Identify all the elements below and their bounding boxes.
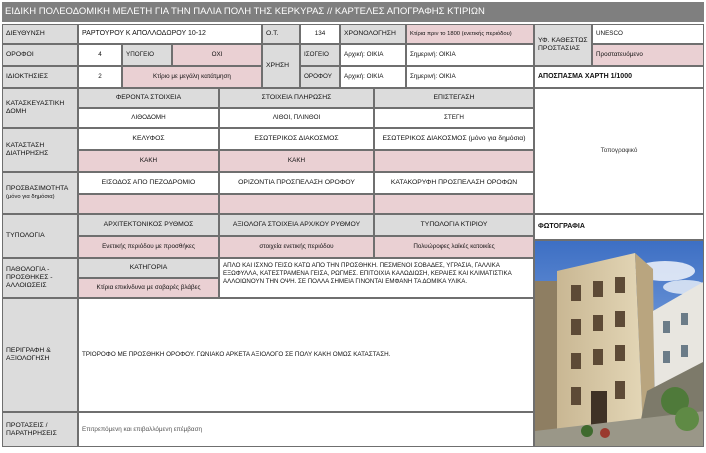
typology-style-header: ΑΡΧΙΤΕΚΤΟΝΙΚΟΣ ΡΥΘΜΟΣ (78, 214, 219, 236)
accessibility-entrance-value (78, 194, 219, 214)
typology-label: ΤΥΠΟΛΟΓΙΑ (2, 214, 78, 258)
ground-floor-label: ΙΣΟΓΕΙΟ (300, 44, 340, 66)
map-placeholder: Τοπογραφικό (534, 88, 704, 214)
typology-style-value: Ενετικής περιόδου με προσθήκες (78, 236, 219, 258)
building-photo (534, 240, 704, 447)
title-separator: // (326, 6, 333, 17)
condition-interior-value: ΚΑΚΗ (219, 150, 374, 172)
protection-label: ΥΦ. ΚΑΘΕΣΤΩΣ ΠΡΟΣΤΑΣΙΑΣ (534, 24, 592, 66)
ground-floor-original-use: Αρχική: ΟΙΚΙΑ (340, 44, 406, 66)
card-title: ΕΙΔΙΚΗ ΠΟΛΕΟΔΟΜΙΚΗ ΜΕΛΕΤΗ ΓΙΑ ΤΗΝ ΠΑΛΙΑ ΠΟΛΗ ΤΗΣ ΚΕΡΚΥΡΑΣ (5, 6, 325, 17)
condition-shell-header: ΚΕΛΥΦΟΣ (78, 128, 219, 150)
accessibility-entrance-header: ΕΙΣΟΔΟΣ ΑΠΟ ΠΕΖΟΔΡΟΜΙΟ (78, 172, 219, 194)
proposals-label: ΠΡΟΤΑΣΕΙΣ / ΠΑΡΑΤΗΡΗΣΕΙΣ (2, 412, 78, 447)
construction-roofing-value: ΣΤΕΓΗ (374, 108, 534, 128)
construction-roofing-header: ΕΠΙΣΤΕΓΑΣΗ (374, 88, 534, 108)
accessibility-label-cell (2, 172, 78, 214)
condition-interior-header: ΕΣΩΤΕΡΙΚΟΣ ΔΙΑΚΟΣΜΟΣ (219, 128, 374, 150)
upper-floor-current-use: Σημερινή: ΟΙΚΙΑ (406, 66, 534, 88)
condition-interior-public-header: ΕΣΩΤΕΡΙΚΟΣ ΔΙΑΚΟΣΜΟΣ (μόνο για δημόσια) (374, 128, 534, 150)
ownership-value: 2 (78, 66, 122, 88)
construction-label: ΚΑΤΑΣΚΕΥΑΣΤΙΚΗ ΔΟΜΗ (2, 88, 78, 128)
typology-elements-value: στοιχεία ενετικής περιόδου (219, 236, 374, 258)
pathology-category-header: ΚΑΤΗΓΟΡΙΑ (78, 258, 219, 278)
construction-load-bearing-value: ΛΙΘΟΔΟΜΗ (78, 108, 219, 128)
proposals-value: Επιτρεπόμενη και επιβαλλόμενη επέμβαση (78, 412, 534, 447)
photo-label: ΦΩΤΟΓΡΑΦΙΑ (534, 214, 704, 240)
condition-interior-public-value (374, 150, 534, 172)
ownership-label: ΙΔΙΟΚΤΗΣΙΕΣ (2, 66, 78, 88)
ot-value: 134 (300, 24, 340, 44)
pathology-label: ΠΑΘΟΛΟΓΙΑ - ΠΡΟΣΘΗΚΕΣ - ΑΛΛΟΙΩΣΕΙΣ (2, 258, 78, 298)
card-header (2, 2, 704, 22)
construction-load-bearing-header: ΦΕΡΟΝΤΑ ΣΤΟΙΧΕΙΑ (78, 88, 219, 108)
protection-status: Προστατευόμενο (592, 44, 704, 66)
accessibility-sublabel: (μόνο για δημόσια) (6, 194, 55, 200)
map-label: ΑΠΟΣΠΑΣΜΑ ΧΑΡΤΗ 1/1000 (534, 66, 704, 88)
accessibility-vertical-header: ΚΑΤΑΚΟΡΥΦΗ ΠΡΟΣΠΕΛΑΣΗ ΟΡΟΦΩΝ (374, 172, 534, 194)
card-subtitle: ΚΑΡΤΕΛΕΣ ΑΠΟΓΡΑΦΗΣ ΚΤΙΡΙΩΝ (334, 6, 485, 17)
typology-type-value: Πολυώροφες λαϊκές κατοικίες (374, 236, 534, 258)
typology-elements-header: ΑΞΙΟΛΟΓΑ ΣΤΟΙΧΕΙΑ ΑΡΧ/ΚΟΥ ΡΥΘΜΟΥ (219, 214, 374, 236)
address-value: ΡΑΡΤΟΥΡΟΥ Κ ΑΠΟΛΛΟΔΩΡΟΥ 10-12 (78, 24, 262, 44)
accessibility-vertical-value (374, 194, 534, 214)
construction-infill-value: ΛΙΘΟΙ, ΠΛΙΝΘΟΙ (219, 108, 374, 128)
basement-label: ΥΠΟΓΕΙΟ (122, 44, 172, 66)
accessibility-label: ΠΡΟΣΒΑΣΙΜΟΤΗΤΑ (6, 185, 69, 192)
condition-label: ΚΑΤΑΣΤΑΣΗ ΔΙΑΤΗΡΗΣΗΣ (2, 128, 78, 172)
construction-infill-header: ΣΤΟΙΧΕΙΑ ΠΛΗΡΩΣΗΣ (219, 88, 374, 108)
ownership-note: Κτίριο με μεγάλη κατάτμηση (122, 66, 262, 88)
description-label: ΠΕΡΙΓΡΑΦΗ & ΑΞΙΟΛΟΓΗΣΗ (2, 298, 78, 412)
basement-value: ΟΧΙ (172, 44, 262, 66)
typology-type-header: ΤΥΠΟΛΟΓΙΑ ΚΤΙΡΙΟΥ (374, 214, 534, 236)
description-value: ΤΡΙΟΡΟΦΟ ΜΕ ΠΡΟΣΘΗΚΗ ΟΡΟΦΟΥ. ΓΩΝΙΑΚΟ ΑΡΚΕΤΑ ΑΞΙΟΛΟΓΟ ΣΕ ΠΟΛΥ ΚΑΚΗ ΟΜΩΣ ΚΑΤΑΣΤΑΣΗ. (78, 298, 534, 412)
chronology-value: Κτίρια πριν το 1800 (ενετικής περιόδου) (406, 24, 534, 44)
building-photo-image (535, 241, 704, 447)
ot-label: Ο.Τ. (262, 24, 300, 44)
floors-label: ΟΡΟΦΟΙ (2, 44, 78, 66)
chronology-label: ΧΡΟΝΟΛΟΓΗΣΗ (340, 24, 406, 44)
upper-floor-original-use: Αρχική: ΟΙΚΙΑ (340, 66, 406, 88)
upper-floor-label: ΟΡΟΦΟΥ (300, 66, 340, 88)
address-label: ΔΙΕΥΘΥΝΣΗ (2, 24, 78, 44)
accessibility-horizontal-value (219, 194, 374, 214)
pathology-category-value: Κτίρια επικίνδυνα με σοβαρές βλάβες (78, 278, 219, 298)
floors-value: 4 (78, 44, 122, 66)
condition-shell-value: ΚΑΚΗ (78, 150, 219, 172)
ground-floor-current-use: Σημερινή: ΟΙΚΙΑ (406, 44, 534, 66)
accessibility-horizontal-header: ΟΡΙΖΟΝΤΙΑ ΠΡΟΣΠΕΛΑΣΗ ΟΡΟΦΟΥ (219, 172, 374, 194)
use-label: ΧΡΗΣΗ (262, 44, 300, 88)
protection-unesco: UNESCO (592, 24, 704, 44)
pathology-description: ΑΠΛΟ ΚΑΙ ΙΣΧΝΟ ΓΕΙΣΟ ΚΑΤΩ ΑΠΟ ΤΗΝ ΠΡΟΣΘΗΚΗ. ΠΕΣΜΕΝΟΙ ΣΟΒΑΔΕΣ, ΥΓΡΑΣΙΑ, ΓΑΛΛΙΚΑ ΕΞΩΦΥΛΛΑ, ΚΑΤΕΣΤΡΑΜΕΝΑ ΓΕΙΣΑ, ΡΩΓΜΕΣ. ΕΠΙΤΟΙΧΙΑ ΚΑΛΩΔΙΩΣΗ, ΚΕΡΑΙΕΣ ΚΑΙ ΚΛΙΜΑΤΙΣΤΙΚΑ ΑΛΛΟΙΩΝΟΥΝ ΤΗΝ ΟΨΗ. ΣΕ ΠΟΛΛΑ ΣΗΜΕΙΑ ΓΙΝΟΝΤΑΙ ΕΜΦΑΝΗ ΤΑ ΔΟΜΙΚΑ ΥΛΙΚΑ. (219, 258, 534, 298)
